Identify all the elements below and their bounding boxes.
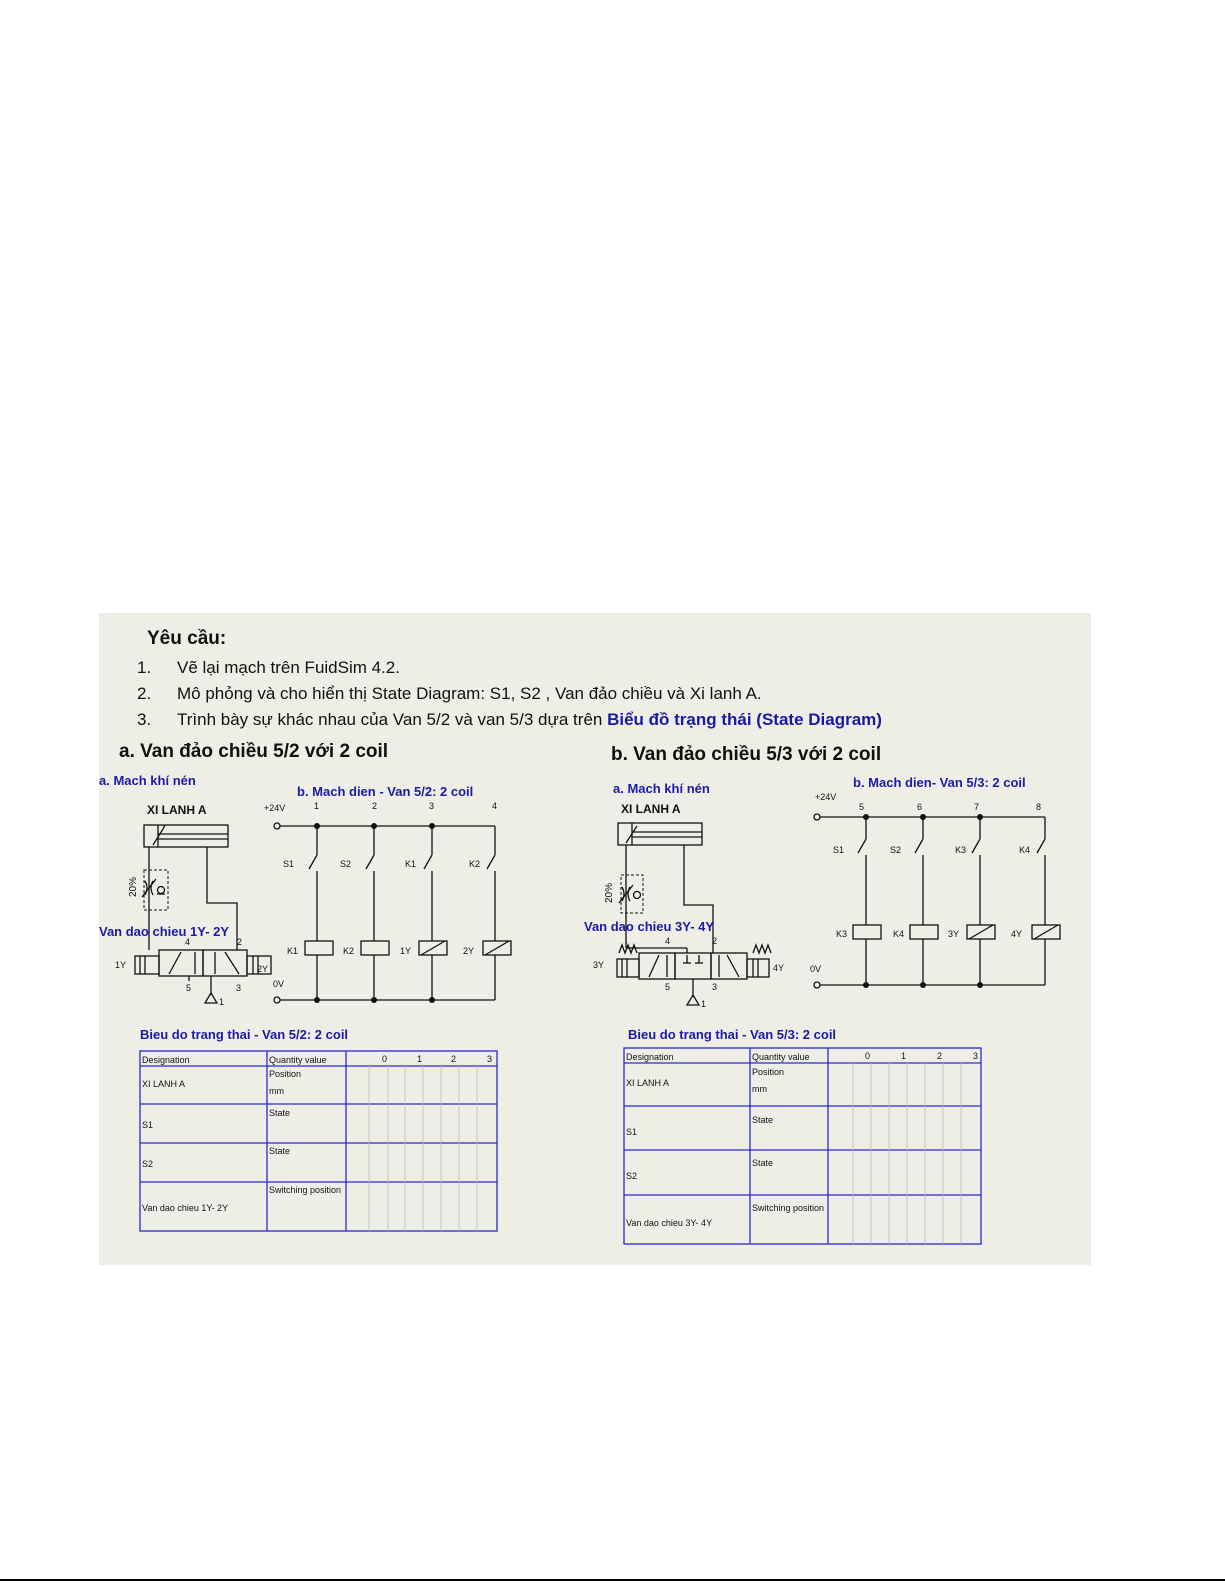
page-bottom-rule: [0, 1579, 1225, 1581]
col-num-a-3: 3: [429, 801, 435, 811]
coil-b-1: K3: [836, 929, 848, 939]
requirements-heading: Yêu cầu:: [147, 628, 227, 649]
switch-b-2: S2: [890, 845, 902, 855]
valve-5-2-a: [115, 937, 271, 1007]
table-b-row-1-designation: XI LANH A: [626, 1078, 670, 1088]
table-a-header-designation: Designation: [142, 1055, 190, 1065]
state-diagram-a: [140, 1027, 497, 1231]
switch-a-1: S1: [283, 859, 295, 869]
coil-a-4: 2Y: [463, 946, 475, 956]
table-a-row-2-designation: S1: [142, 1120, 154, 1130]
req-1-text: Vẽ lại mạch trên FuidSim 4.2.: [177, 658, 400, 677]
req-3: [177, 710, 882, 729]
table-b-row-1-quantity: Position: [752, 1067, 785, 1077]
coil-b-3: 3Y: [948, 929, 960, 939]
state-title-b: Bieu do trang thai - Van 5/3: 2 coil: [628, 1027, 837, 1042]
port-3-b: 3: [712, 982, 718, 992]
table-b-row-4-designation: Van dao chieu 3Y- 4Y: [626, 1218, 713, 1228]
col-num-a-4: 4: [492, 801, 498, 811]
cylinder-b: [618, 823, 702, 845]
table-b-tick-2: 2: [937, 1051, 943, 1061]
table-b-tick-1: 1: [901, 1051, 907, 1061]
req-3-num: 3.: [137, 710, 152, 729]
col-num-a-1: 1: [314, 801, 320, 811]
req-2-text: Mô phỏng và cho hiển thị State Diagram: S1, S2 , Van đảo chiều và Xi lanh A.: [177, 684, 762, 703]
port-1-b: 1: [701, 999, 707, 1009]
port-5-a: 5: [186, 983, 192, 993]
table-a-row-2-quantity: State: [269, 1108, 291, 1118]
table-a-row-1-designation: XI LANH A: [142, 1079, 186, 1089]
coil-right-a: 2Y: [257, 964, 269, 974]
table-a-row-1-quantity: Position: [269, 1069, 302, 1079]
table-a-tick-1: 1: [417, 1054, 423, 1064]
branch-b-1: [833, 814, 881, 988]
electric-title-b: b. Mach dien- Van 5/3: 2 coil: [853, 775, 1026, 790]
coil-left-b: 3Y: [593, 960, 605, 970]
section-a-title: a. Van đảo chiều 5/2 với 2 coil: [119, 741, 389, 762]
table-b-header-quantity: Quantity value: [752, 1052, 810, 1062]
table-b-header-designation: Designation: [626, 1052, 674, 1062]
throttle-valve-b: [604, 863, 643, 948]
electric-title-a: b. Mach dien - Van 5/2: 2 coil: [297, 784, 474, 799]
ground-a: 0V: [273, 979, 285, 989]
req-3-bold: Biểu đồ trạng thái (State Diagram): [607, 710, 882, 729]
port-4-b: 4: [665, 936, 671, 946]
col-num-b-1: 5: [859, 802, 865, 812]
state-title-a: Bieu do trang thai - Van 5/2: 2 coil: [140, 1027, 349, 1042]
table-a-row-1-unit: mm: [269, 1086, 284, 1096]
switch-a-2: S2: [340, 859, 352, 869]
cylinder-label-a: XI LANH A: [147, 803, 207, 817]
exercise-panel: [99, 613, 1091, 1265]
ground-b: 0V: [810, 964, 822, 974]
state-diagram-b: [624, 1027, 981, 1244]
section-a: [99, 773, 511, 1231]
throttle-label-b: 20%: [604, 882, 615, 903]
pneumatic-title-a: a. Mach khí nén: [99, 773, 196, 788]
col-num-b-2: 6: [917, 802, 923, 812]
col-num-b-3: 7: [974, 802, 980, 812]
exercise-figure: [99, 613, 1091, 1265]
col-num-a-2: 2: [372, 801, 378, 811]
switch-b-4: K4: [1019, 845, 1031, 855]
valve-5-3-b: [593, 936, 784, 1009]
cylinder-label-b: XI LANH A: [621, 802, 681, 816]
coil-b-4: 4Y: [1011, 929, 1023, 939]
electric-circuit-b: [810, 775, 1060, 988]
supply-b: +24V: [815, 792, 837, 802]
branch-a-1: [283, 823, 333, 1003]
coil-b-2: K4: [893, 929, 905, 939]
table-a-header-quantity: Quantity value: [269, 1055, 327, 1065]
branch-b-2: [890, 814, 938, 988]
table-a-row-3-quantity: State: [269, 1146, 291, 1156]
table-b-row-4-quantity: Switching position: [752, 1203, 825, 1213]
switch-b-3: K3: [955, 845, 967, 855]
branch-b-3: [948, 814, 995, 988]
table-b-row-3-quantity: State: [752, 1158, 774, 1168]
switch-b-1: S1: [833, 845, 845, 855]
port-1-a: 1: [219, 997, 225, 1007]
table-b-tick-3: 3: [973, 1051, 979, 1061]
coil-left-a: 1Y: [115, 960, 127, 970]
cylinder-a: [144, 825, 228, 847]
branch-a-4: [463, 826, 511, 1000]
table-b-row-1-unit: mm: [752, 1084, 767, 1094]
coil-a-3: 1Y: [400, 946, 412, 956]
table-b-row-2-designation: S1: [626, 1127, 638, 1137]
coil-right-b: 4Y: [773, 963, 785, 973]
valve-title-a: Van dao chieu 1Y- 2Y: [99, 924, 230, 939]
port-5-b: 5: [665, 982, 671, 992]
section-b: [584, 775, 1060, 1244]
branch-a-3: [400, 823, 447, 1003]
branch-b-4: [1011, 817, 1060, 985]
port-2-a: 2: [237, 937, 243, 947]
port-4-a: 4: [185, 937, 191, 947]
table-b-row-2-quantity: State: [752, 1115, 774, 1125]
req-1-num: 1.: [137, 658, 152, 677]
branch-a-2: [340, 823, 389, 1003]
req-3-text: Trình bày sự khác nhau của Van 5/2 và van 5/3 dựa trên: [177, 710, 608, 729]
col-num-b-4: 8: [1036, 802, 1042, 812]
table-b-row-3-designation: S2: [626, 1171, 638, 1181]
switch-a-3: K1: [405, 859, 417, 869]
table-b-tick-0: 0: [865, 1051, 871, 1061]
table-a-tick-0: 0: [382, 1054, 388, 1064]
throttle-label-a: 20%: [128, 876, 139, 897]
table-a-tick-3: 3: [487, 1054, 493, 1064]
electric-circuit-a: [264, 784, 511, 1003]
coil-a-1: K1: [287, 946, 299, 956]
table-a-row-3-designation: S2: [142, 1159, 154, 1169]
switch-a-4: K2: [469, 859, 481, 869]
supply-a: +24V: [264, 803, 286, 813]
port-3-a: 3: [236, 983, 242, 993]
section-b-title: b. Van đảo chiều 5/3 với 2 coil: [611, 744, 882, 765]
pneumatic-title-b: a. Mach khí nén: [613, 781, 710, 796]
coil-a-2: K2: [343, 946, 355, 956]
table-a-row-4-quantity: Switching position: [269, 1185, 342, 1195]
requirements: [137, 628, 882, 729]
port-2-b: 2: [712, 936, 718, 946]
req-2-num: 2.: [137, 684, 152, 703]
table-a-row-4-designation: Van dao chieu 1Y- 2Y: [142, 1203, 229, 1213]
table-a-tick-2: 2: [451, 1054, 457, 1064]
valve-title-b: Van dao chieu 3Y- 4Y: [584, 919, 715, 934]
